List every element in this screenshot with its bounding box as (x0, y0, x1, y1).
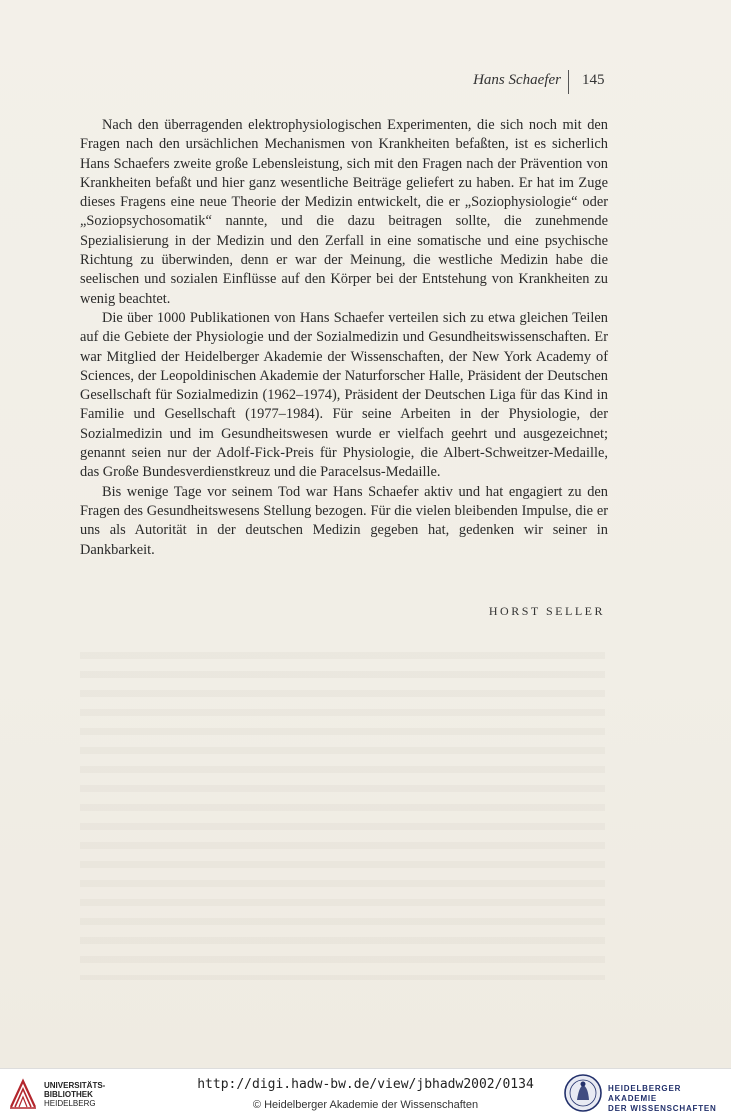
paragraph-3: Bis wenige Tage vor seinem Tod war Hans Schaefer aktiv und hat engagiert zu den Fragen des Gesundheitswesens Stellung bezogen. Für die vielen bleibenden Impulse, die er uns als Autorität in der deutschen Medizin gegeben hat, gedenken wir seiner in Dankbarkeit. (80, 483, 608, 558)
paragraph-2: Die über 1000 Publikationen von Hans Schaefer verteilen sich zu etwa gleichen Teilen auf die Gebiete der Physiologie und der Sozialmedizin und Gesundheitswissenschaften. Er war Mitglied der Heidelberger Akademie der Wissenschaften, der New York Academy of Sciences, der Leopoldinischen Akademie der Naturforscher Halle, Präsident der Deutschen Gesellschaft für Sozialmedizin (1962–1974), Präsident der Deutschen Liga für das Kind in Familie und Gesellschaft (1977–1984). Für seine Arbeiten in der Physiologie, der Sozialmedizin und im Gesundheitswesen wurde er vielfach geehrt und ausgezeichnet; genannt seien nur der Adolf-Fick-Preis für Physiologie, die Albert-Schweitzer-Medaille, das Große Bundesverdienstkreuz und die Paracelsus-Medaille. (80, 309, 608, 481)
permalink-url[interactable]: http://digi.hadw-bw.de/view/jbhadw2002/0134 (197, 1077, 534, 1092)
body-text (80, 116, 608, 560)
library-name-line1: UNIVERSITÄTS- (44, 1081, 106, 1090)
author-signature: HORST SELLER (488, 604, 605, 618)
running-head-author: Hans Schaefer (473, 72, 561, 88)
academy-name-line2: DER WISSENSCHAFTEN (608, 1104, 717, 1113)
academy-name (608, 1084, 731, 1114)
library-name-line2: BIBLIOTHEK (44, 1090, 93, 1099)
running-head-divider (568, 70, 569, 94)
paragraph-1: Nach den überragenden elektrophysiologischen Experimenten, die sich noch mit den Fragen nach den ursächlichen Mechanismen von Krankheiten befaßten, ist es sicherlich Hans Schaefers zweite große Lebensleistung, sich mit den Fragen nach der Prävention von Krankheiten befaßt und hier ganz wesentliche Beiträge geliefert zu haben. Er hat im Zuge dieses Fragens eine neue Theorie der Medizin entwickelt, die er „Soziophysiologie“ oder „Soziopsychosomatik“ nannte, und die dazu beitragen sollte, die zunehmende Spezialisierung in der Medizin und den Zerfall in eine somatische und eine psychische Richtung zu überwinden, denn er war der Meinung, die westliche Medizin habe die seelischen und sozialen Einflüsse auf den Körper bei der Entstehung von Krankheiten zu wenig beachtet. (80, 117, 608, 307)
bleed-through-texture (80, 640, 605, 980)
digitization-footer (0, 1068, 731, 1120)
hadw-seal-icon[interactable] (563, 1073, 603, 1113)
page-number: 145 (582, 72, 605, 88)
running-head (0, 70, 731, 94)
academy-name-line1: HEIDELBERGER AKADEMIE (608, 1084, 682, 1103)
copyright-notice: © Heidelberger Akademie der Wissenschaften (252, 1099, 479, 1111)
library-city: HEIDELBERG (44, 1099, 96, 1108)
